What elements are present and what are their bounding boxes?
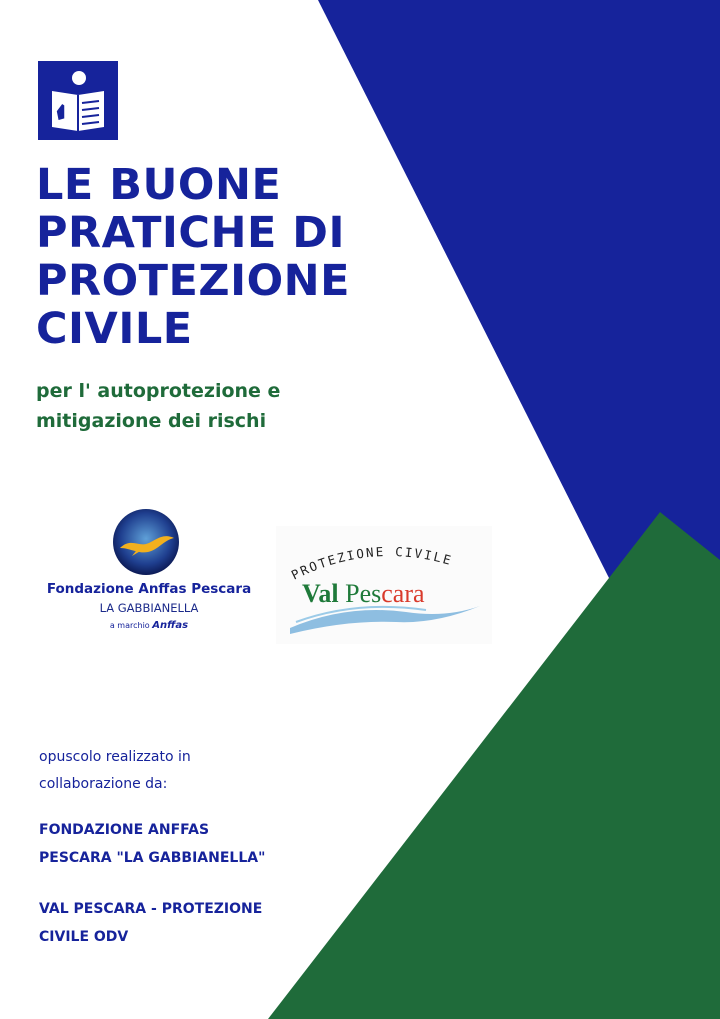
partner-line: FONDAZIONE ANFFAS [39,822,210,838]
anffas-mark-prefix: a marchio [109,621,150,630]
collaboration-intro-line: collaborazione da: [39,776,168,792]
easy-to-read-icon [38,61,118,140]
anffas-subtitle: LA GABBIANELLA [99,601,199,615]
subtitle-line: per l' autoprotezione e [36,380,281,402]
blue-triangle [318,0,720,600]
partner-line: CIVILE ODV [39,929,129,945]
subtitle-line: mitigazione dei rischi [36,410,267,432]
collaboration-intro [39,744,191,798]
partner-line: PESCARA "LA GABBIANELLA" [39,850,266,866]
title-line: PROTEZIONE [36,256,350,306]
partner-val-pescara [39,895,262,951]
seagull-emblem-icon [112,508,180,576]
protezione-civile-val-pescara-logo [276,526,492,644]
collaboration-intro-line: opuscolo realizzato in [39,749,191,765]
title-line: LE BUONE [36,160,282,210]
cover-subtitle [36,376,280,436]
pc-word-cara: cara [381,579,425,608]
anffas-name: Fondazione Anffas Pescara [46,581,252,597]
title-line: CIVILE [36,304,193,354]
svg-text:Val Pescara [302,579,425,608]
partner-line: VAL PESCARA - PROTEZIONE [39,901,263,917]
title-line: PRATICHE DI [36,208,345,258]
anffas-mark-brand: Anffas [152,620,189,631]
anffas-logo [44,506,254,636]
pc-wave [290,606,480,634]
pc-word-val: Val [302,579,346,608]
cover-title [36,161,350,353]
pc-word-pes: Pes [345,579,382,608]
anffas-mark [44,620,254,631]
pc-arc-text: PROTEZIONE CIVILE [288,543,455,583]
partner-anffas [39,816,265,872]
